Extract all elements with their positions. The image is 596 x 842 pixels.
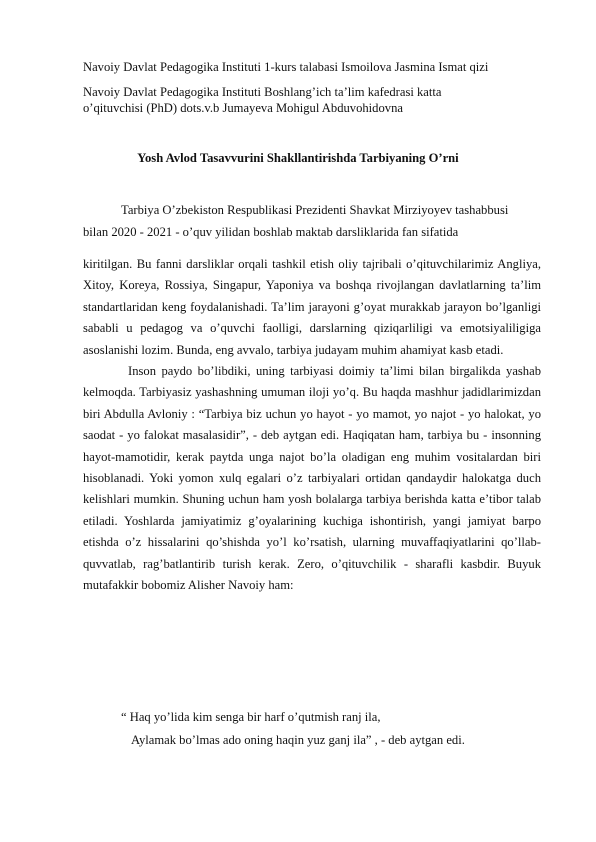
paragraph-2: Inson paydo bo’libdiki, uning tarbiyasi doimiy ta’limi bilan birgalikda yashab kelmoqda. Tarbiyasiz yashashning umuman iloji yo’q. Bu haqda mashhur jadidlarimizdan biri Abdulla Avloniy : “Tarbiya biz uchun yo hayot - yo mamot, yo najot - yo halokat, yo saodat - yo falokat masalasidir”, - deb aytgan edi. Haqiqatan ham, tarbiya bu - insonning hayot-mamotidir, kerak paytda unga najot bo’la oladigan eng muhim vositalardan biri hisoblanadi. Yoki yomon xulq egalari o’z tarbiyalari ortidan qandaydir halokatga duch kelishlari mumkin. Shuning uchun ham yosh bolalarga tarbiya berishda katta e’tibor talab etiladi. Yoshlarda jamiyatimiz g’oyalarining kuchiga ishontirish, yangi jamiyat barpo etishda o’z hissalarini qo’shishda yo’l ko’rsatish, ularning muvaffaqiyatlarini qo’llab-quvvatlab, rag’batlantirib turish kerak. Zero, o’qituvchilik - sharafli kasbdir. Buyuk mutafakkir bobomiz Alisher Navoiy ham: (83, 364, 541, 593)
document-title: Yosh Avlod Tasavvurini Shakllantirishda Tarbiyaning O’rni (137, 151, 459, 165)
intro-line-1: Tarbiya O’zbekiston Respublikasi Prezidenti Shavkat Mirziyoyev tashabbusi (121, 203, 509, 217)
paragraph-1: kiritilgan. Bu fanni darsliklar orqali tashkil etish oliy tajribali o’qituvchilarimiz Angliya, Xitoy, Koreya, Rossiya, Singapur, Yaponiya va boshqa rivojlangan davlatlarning ta’lim standartlaridan keng foydalanishadi. Ta’lim jarayoni g’oyat murakkab jarayon bo’lganligi sababli u pedagog va o’quvchi faolligi, darslarning qiziqarliligi va emotsiyaliligiga asoslanishi lozim. Bunda, eng avvalo, tarbiya judayam muhim ahamiyat kasb etadi. (83, 257, 541, 357)
author-line-3: o’qituvchisi (PhD) dots.v.b Jumayeva Mohigul Abduvohidovna (83, 101, 403, 115)
author-line-2: Navoiy Davlat Pedagogika Instituti Boshlang’ich ta’lim kafedrasi katta (83, 85, 442, 99)
author-line-1: Navoiy Davlat Pedagogika Instituti 1-kurs talabasi Ismoilova Jasmina Ismat qizi (83, 60, 489, 74)
quote-line-1: “ Haq yo’lida kim senga bir harf o’qutmish ranj ila, (121, 710, 381, 724)
intro-line-2: bilan 2020 - 2021 - o’quv yilidan boshlab maktab darsliklarida fan sifatida (83, 225, 459, 239)
quote-line-2: Aylamak bo’lmas ado oning haqin yuz ganj ila” , - deb aytgan edi. (131, 733, 465, 747)
